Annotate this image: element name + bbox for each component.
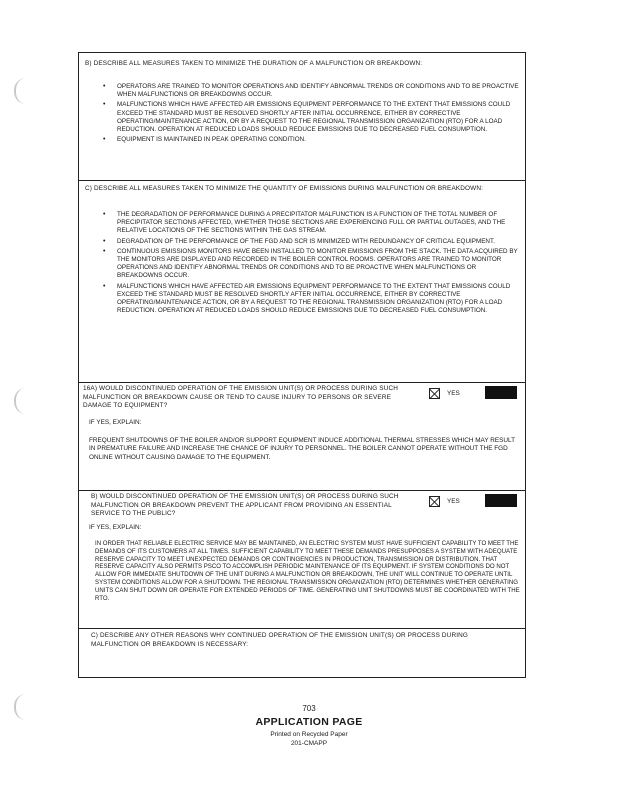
section-16a-explanation: FREQUENT SHUTDOWNS OF THE BOILER AND/OR SUPPORT EQUIPMENT INDUCE ADDITIONAL THERMAL STRESSES WHICH MAY RESULT IN PREMATURE FAILURE AND INCREASE THE CHANCE OF INJURY TO PERSONNEL. THE BOILER CANNOT OPERATE WITHOUT THE FGD ONLINE WITHOUT CAUSING DAMAGE TO THE EQUIPMENT. [89, 437, 515, 461]
section-b-question: B) DESCRIBE ALL MEASURES TAKEN TO MINIMIZE THE DURATION OF A MALFUNCTION OR BREAKDOWN: [85, 60, 423, 67]
binder-punch-mark [14, 78, 28, 104]
section-16b-explanation: IN ORDER THAT RELIABLE ELECTRIC SERVICE MAY BE MAINTAINED, AN ELECTRIC SYSTEM MUST HAVE SUFFICIENT CAPABILITY TO MEET THE DEMANDS OF ITS CUSTOMERS AT ALL TIMES. SUFFICIENT CAPABILITY TO MEET THESE DEMANDS PRESUPPOSES A SYSTEM WITH ADEQUATE RESERVE CAPACITY TO MEET UNEXPECTED DEMANDS OR CONTINGENCIES IN PRODUCTION, TRANSMISSION OR DISTRIBUTION. THAT RESERVE CAPACITY ALSO PERMITS PSCO TO ACCOMPLISH PERIODIC MAINTENANCE OF ITS EQUIPMENT. IF SYSTEM CONDITIONS DO NOT ALLOW FOR IMMEDIATE SHUTDOWN OF THE UNIT DURING A MALFUNCTION OR BREAKDOWN, THE UNIT WILL CONTINUE TO OPERATE UNTIL SYSTEM CONDITIONS ALLOW FOR A SHUTDOWN. THE REGIONAL TRANSMISSION ORGANIZATION (RTO) DETERMINES WHETHER GENERATING UNITS CAN SHUT DOWN OR OPERATE FOR EXTENDED PERIODS OF TIME. GENERATING UNIT SHUTDOWNS MUST BE COORDINATED WITH THE RTO. [95, 540, 520, 602]
section-b [79, 53, 525, 181]
section-c-bullets [103, 211, 519, 317]
list-item: • DEGRADATION OF THE PERFORMANCE OF THE FGD AND SCR IS MINIMIZED WITH REDUNDANCY OF CRITICAL EQUIPMENT. [103, 238, 519, 246]
section-16c-question: C) DESCRIBE ANY OTHER REASONS WHY CONTINUED OPERATION OF THE EMISSION UNIT(S) OR PROCESS DURING MALFUNCTION OR BREAKDOWN IS NECESSARY: [91, 632, 469, 648]
section-16a-question: 16A) WOULD DISCONTINUED OPERATION OF THE EMISSION UNIT(S) OR PROCESS DURING SUCH MALFUNCTION OR BREAKDOWN CAUSE OR TEND TO CAUSE INJURY TO PERSONS OR SEVERE DAMAGE TO EQUIPMENT? [83, 385, 398, 410]
application-form [78, 52, 526, 678]
section-c [79, 181, 525, 383]
list-item: • EQUIPMENT IS MAINTAINED IN PEAK OPERATING CONDITION. [103, 136, 519, 144]
binder-punch-mark [14, 388, 28, 414]
if-yes-label: IF YES, EXPLAIN: [89, 419, 142, 426]
list-item: • CONTINUOUS EMISSIONS MONITORS HAVE BEEN INSTALLED TO MONITOR EMISSIONS FROM THE STACK. THE DATA ACQUIRED BY THE MONITORS ARE DISPLAYED AND RECORDED IN THE BOILER CONTROL ROOMS. OPERATORS ARE TRAINED TO MONITOR OPERATIONS AND IDENTIFY ABNORMAL TRENDS OR CONDITIONS AND TO BE PROACTIVE WHEN MALFUNCTIONS OR BREAKDOWNS OCCUR. [103, 248, 519, 281]
list-item: • THE DEGRADATION OF PERFORMANCE DURING A PRECIPITATOR MALFUNCTION IS A FUNCTION OF THE TOTAL NUMBER OF PRECIPITATOR SECTIONS AFFECTED, WHETHER THOSE SECTIONS ARE EXPERIENCING FULL OR PARTIAL OUTAGES, AND THE RELATIVE LOCATIONS OF THE SECTIONS WITHIN THE GAS STREAM. [103, 211, 519, 236]
yes-checkbox[interactable] [429, 388, 440, 399]
yes-checkbox[interactable] [429, 496, 440, 507]
recycled-paper-note: Printed on Recycled Paper [270, 731, 348, 738]
section-16c [79, 629, 525, 677]
form-code: 201-CMAPP [290, 740, 328, 747]
list-item: • MALFUNCTIONS WHICH HAVE AFFECTED AIR EMISSIONS EQUIPMENT PERFORMANCE TO THE EXTENT THAT EMISSIONS COULD EXCEED THE STANDARD MUST BE RESOLVED SHORTLY AFTER INITIAL OCCURRENCE, EITHER BY CORRECTIVE OPERATING/MAINTENANCE ACTION, OR BY A REQUEST TO THE REGIONAL TRANSMISSION ORGANIZATION (RTO) FOR A LOAD REDUCTION. OPERATION AT REDUCED LOADS SHOULD REDUCE EMISSIONS DUE TO DECREASED FUEL CONSUMPTION. [103, 101, 519, 134]
yes-label: YES [447, 390, 460, 397]
list-item: • MALFUNCTIONS WHICH HAVE AFFECTED AIR EMISSIONS EQUIPMENT PERFORMANCE TO THE EXTENT THAT EMISSIONS COULD EXCEED THE STANDARD MUST BE RESOLVED SHORTLY AFTER INITIAL OCCURRENCE, EITHER BY CORRECTIVE OPERATING/MAINTENANCE ACTION, OR BY A REQUEST TO THE REGIONAL TRANSMISSION ORGANIZATION (RTO) FOR A LOAD REDUCTION. OPERATION AT REDUCED LOADS SHOULD REDUCE EMISSIONS DUE TO DECREASED FUEL CONSUMPTION. [103, 283, 519, 316]
if-yes-label: IF YES, EXPLAIN: [89, 524, 142, 531]
yes-label: YES [447, 498, 460, 505]
redaction-box [485, 386, 517, 399]
section-b-bullets [103, 83, 519, 146]
redaction-box [485, 494, 517, 507]
list-item: • OPERATORS ARE TRAINED TO MONITOR OPERATIONS AND IDENTIFY ABNORMAL TRENDS OR CONDITIONS AND TO BE PROACTIVE WHEN MALFUNCTIONS OR BREAKDOWNS OCCUR. [103, 83, 519, 99]
section-16b [79, 491, 525, 629]
section-c-question: C) DESCRIBE ALL MEASURES TAKEN TO MINIMIZE THE QUANTITY OF EMISSIONS DURING MALFUNCTION OR BREAKDOWN: [85, 185, 484, 192]
section-16b-question: B) WOULD DISCONTINUED OPERATION OF THE EMISSION UNIT(S) OR PROCESS DURING SUCH MALFUNCTION OR BREAKDOWN PREVENT THE APPLICANT FROM PROVIDING AN ESSENTIAL SERVICE TO THE PUBLIC? [91, 493, 399, 518]
page-number: 703 [302, 704, 316, 713]
section-16a [79, 383, 525, 491]
page-title: APPLICATION PAGE [255, 716, 363, 728]
